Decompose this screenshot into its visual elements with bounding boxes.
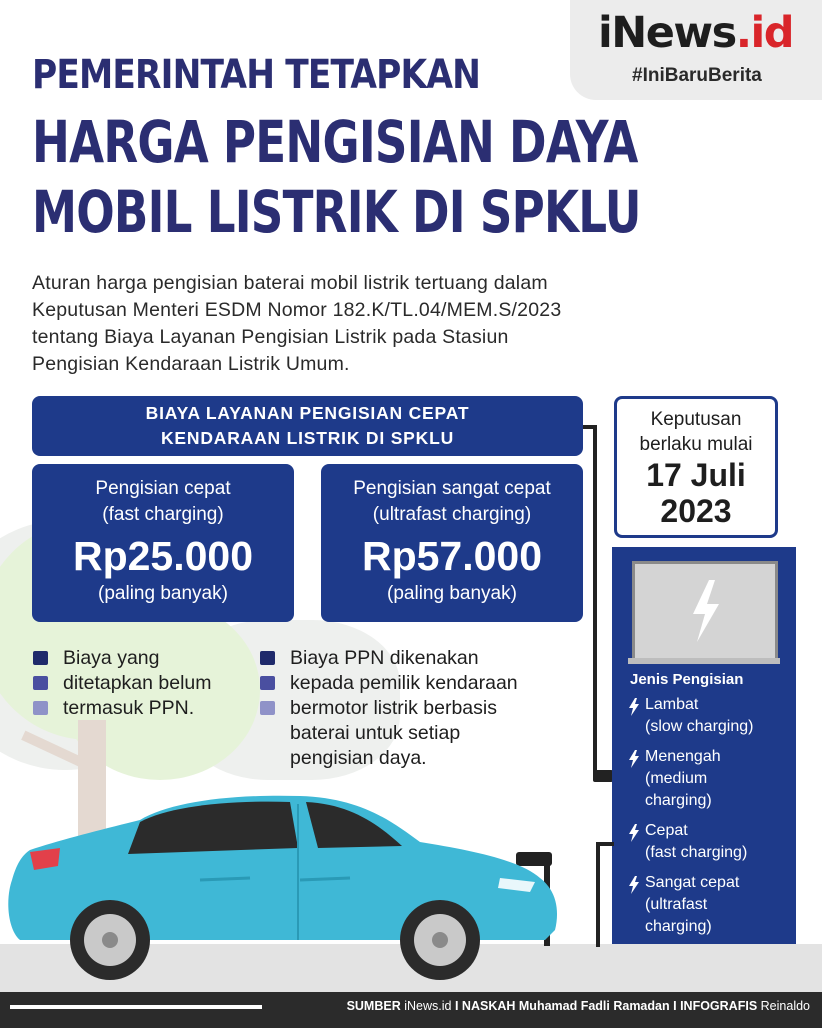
writer-label: NASKAH — [461, 999, 516, 1013]
intro-line: tentang Biaya Layanan Pengisian Listrik pada Stasiun — [32, 326, 509, 348]
screen-base — [628, 658, 780, 664]
infographic-value: Reinaldo — [760, 999, 810, 1013]
price-card-sublabel: (ultrafast charging) — [372, 504, 532, 525]
price-note: (paling banyak) — [387, 583, 517, 604]
charging-type-line: charging) — [645, 792, 712, 809]
lightning-bolt-icon — [628, 824, 640, 842]
square-bullet-icon — [33, 676, 48, 690]
note-line: kepada pemilik kendaraan — [290, 672, 518, 694]
charging-type-slow — [645, 694, 753, 738]
price-card-ultrafast — [321, 464, 583, 622]
price-value: Rp57.000 — [361, 533, 543, 579]
square-bullet-icon — [33, 701, 48, 715]
square-bullet-icon — [260, 651, 275, 665]
writer-value: Muhamad Fadli Ramadan — [518, 999, 670, 1013]
effective-date-box — [614, 396, 778, 538]
note-line: termasuk PPN. — [63, 697, 195, 719]
charger-cable — [593, 425, 597, 777]
effective-date: 17 Juli — [646, 457, 746, 493]
credit-separator: I — [454, 999, 459, 1013]
footer-credits — [347, 999, 810, 1013]
charging-cable — [596, 842, 614, 846]
source-label: SUMBER — [346, 999, 401, 1013]
charging-type-fast — [645, 820, 747, 864]
charging-type-line: (ultrafast — [645, 896, 708, 913]
headline-line-2: HARGA PENGISIAN DAYA — [32, 108, 638, 176]
note-line: Biaya PPN dikenakan — [290, 647, 479, 669]
price-value: Rp25.000 — [72, 533, 254, 579]
effective-label-2: berlaku mulai — [639, 434, 753, 455]
brand-logo: iNews.id — [598, 8, 794, 58]
charging-type-line: Lambat — [645, 696, 699, 713]
headline-line-1: PEMERINTAH TETAPKAN — [32, 52, 481, 98]
note-line: ditetapkan belum — [63, 672, 212, 694]
intro-line: Pengisian Kendaraan Listrik Umum. — [32, 353, 350, 375]
note-line: Biaya yang — [63, 647, 160, 669]
charging-type-line: Menengah — [645, 748, 721, 765]
fee-banner — [32, 396, 583, 456]
note-line: baterai untuk setiap — [290, 722, 461, 744]
note-line: bermotor listrik berbasis — [290, 697, 497, 719]
fee-banner-line-2: KENDARAAN LISTRIK DI SPKLU — [160, 428, 455, 448]
footer-accent-line — [10, 1005, 262, 1009]
charging-type-line: (slow charging) — [645, 718, 754, 735]
charging-type-line: charging) — [645, 918, 712, 935]
lightning-bolt-icon — [635, 564, 775, 658]
electric-car — [0, 790, 580, 980]
note-ppn-excluded — [63, 646, 212, 721]
infographic-label: INFOGRAFIS — [680, 999, 758, 1013]
charging-cable — [596, 842, 600, 947]
effective-year: 2023 — [660, 493, 732, 529]
headline-line-3: MOBIL LISTRIK DI SPKLU — [32, 178, 641, 246]
square-bullet-icon — [33, 651, 48, 665]
intro-line: Keputusan Menteri ESDM Nomor 182.K/TL.04/MEM.S/2023 — [32, 299, 562, 321]
brand-tagline: #IniBaruBerita — [632, 65, 762, 86]
price-card-fast — [32, 464, 294, 622]
intro-line: Aturan harga pengisian baterai mobil listrik tertuang dalam — [32, 272, 548, 294]
square-bullet-icon — [260, 676, 275, 690]
charging-types-title: Jenis Pengisian — [630, 671, 744, 688]
source-value: iNews.id — [404, 999, 452, 1013]
price-note: (paling banyak) — [98, 583, 228, 604]
charging-type-line: (fast charging) — [645, 844, 748, 861]
note-line: pengisian daya. — [290, 747, 427, 769]
price-card-label: Pengisian cepat — [95, 478, 231, 499]
charger-cable — [593, 770, 613, 782]
charging-type-ultrafast — [645, 872, 739, 938]
lightning-bolt-icon — [628, 876, 640, 894]
charging-type-line: Cepat — [645, 822, 688, 839]
station-screen — [632, 561, 778, 661]
lightning-bolt-icon — [628, 698, 640, 716]
intro-paragraph — [32, 270, 692, 378]
fee-banner-line-1: BIAYA LAYANAN PENGISIAN CEPAT — [145, 403, 470, 423]
price-card-label: Pengisian sangat cepat — [353, 478, 551, 499]
effective-label-1: Keputusan — [650, 409, 742, 430]
charging-type-line: Sangat cepat — [645, 874, 740, 891]
charging-type-medium — [645, 746, 721, 812]
square-bullet-icon — [260, 701, 275, 715]
note-ppn-charged — [290, 646, 518, 771]
price-card-sublabel: (fast charging) — [102, 504, 224, 525]
lightning-bolt-icon — [628, 750, 640, 768]
credit-separator: I — [673, 999, 677, 1013]
charging-type-line: (medium — [645, 770, 708, 787]
